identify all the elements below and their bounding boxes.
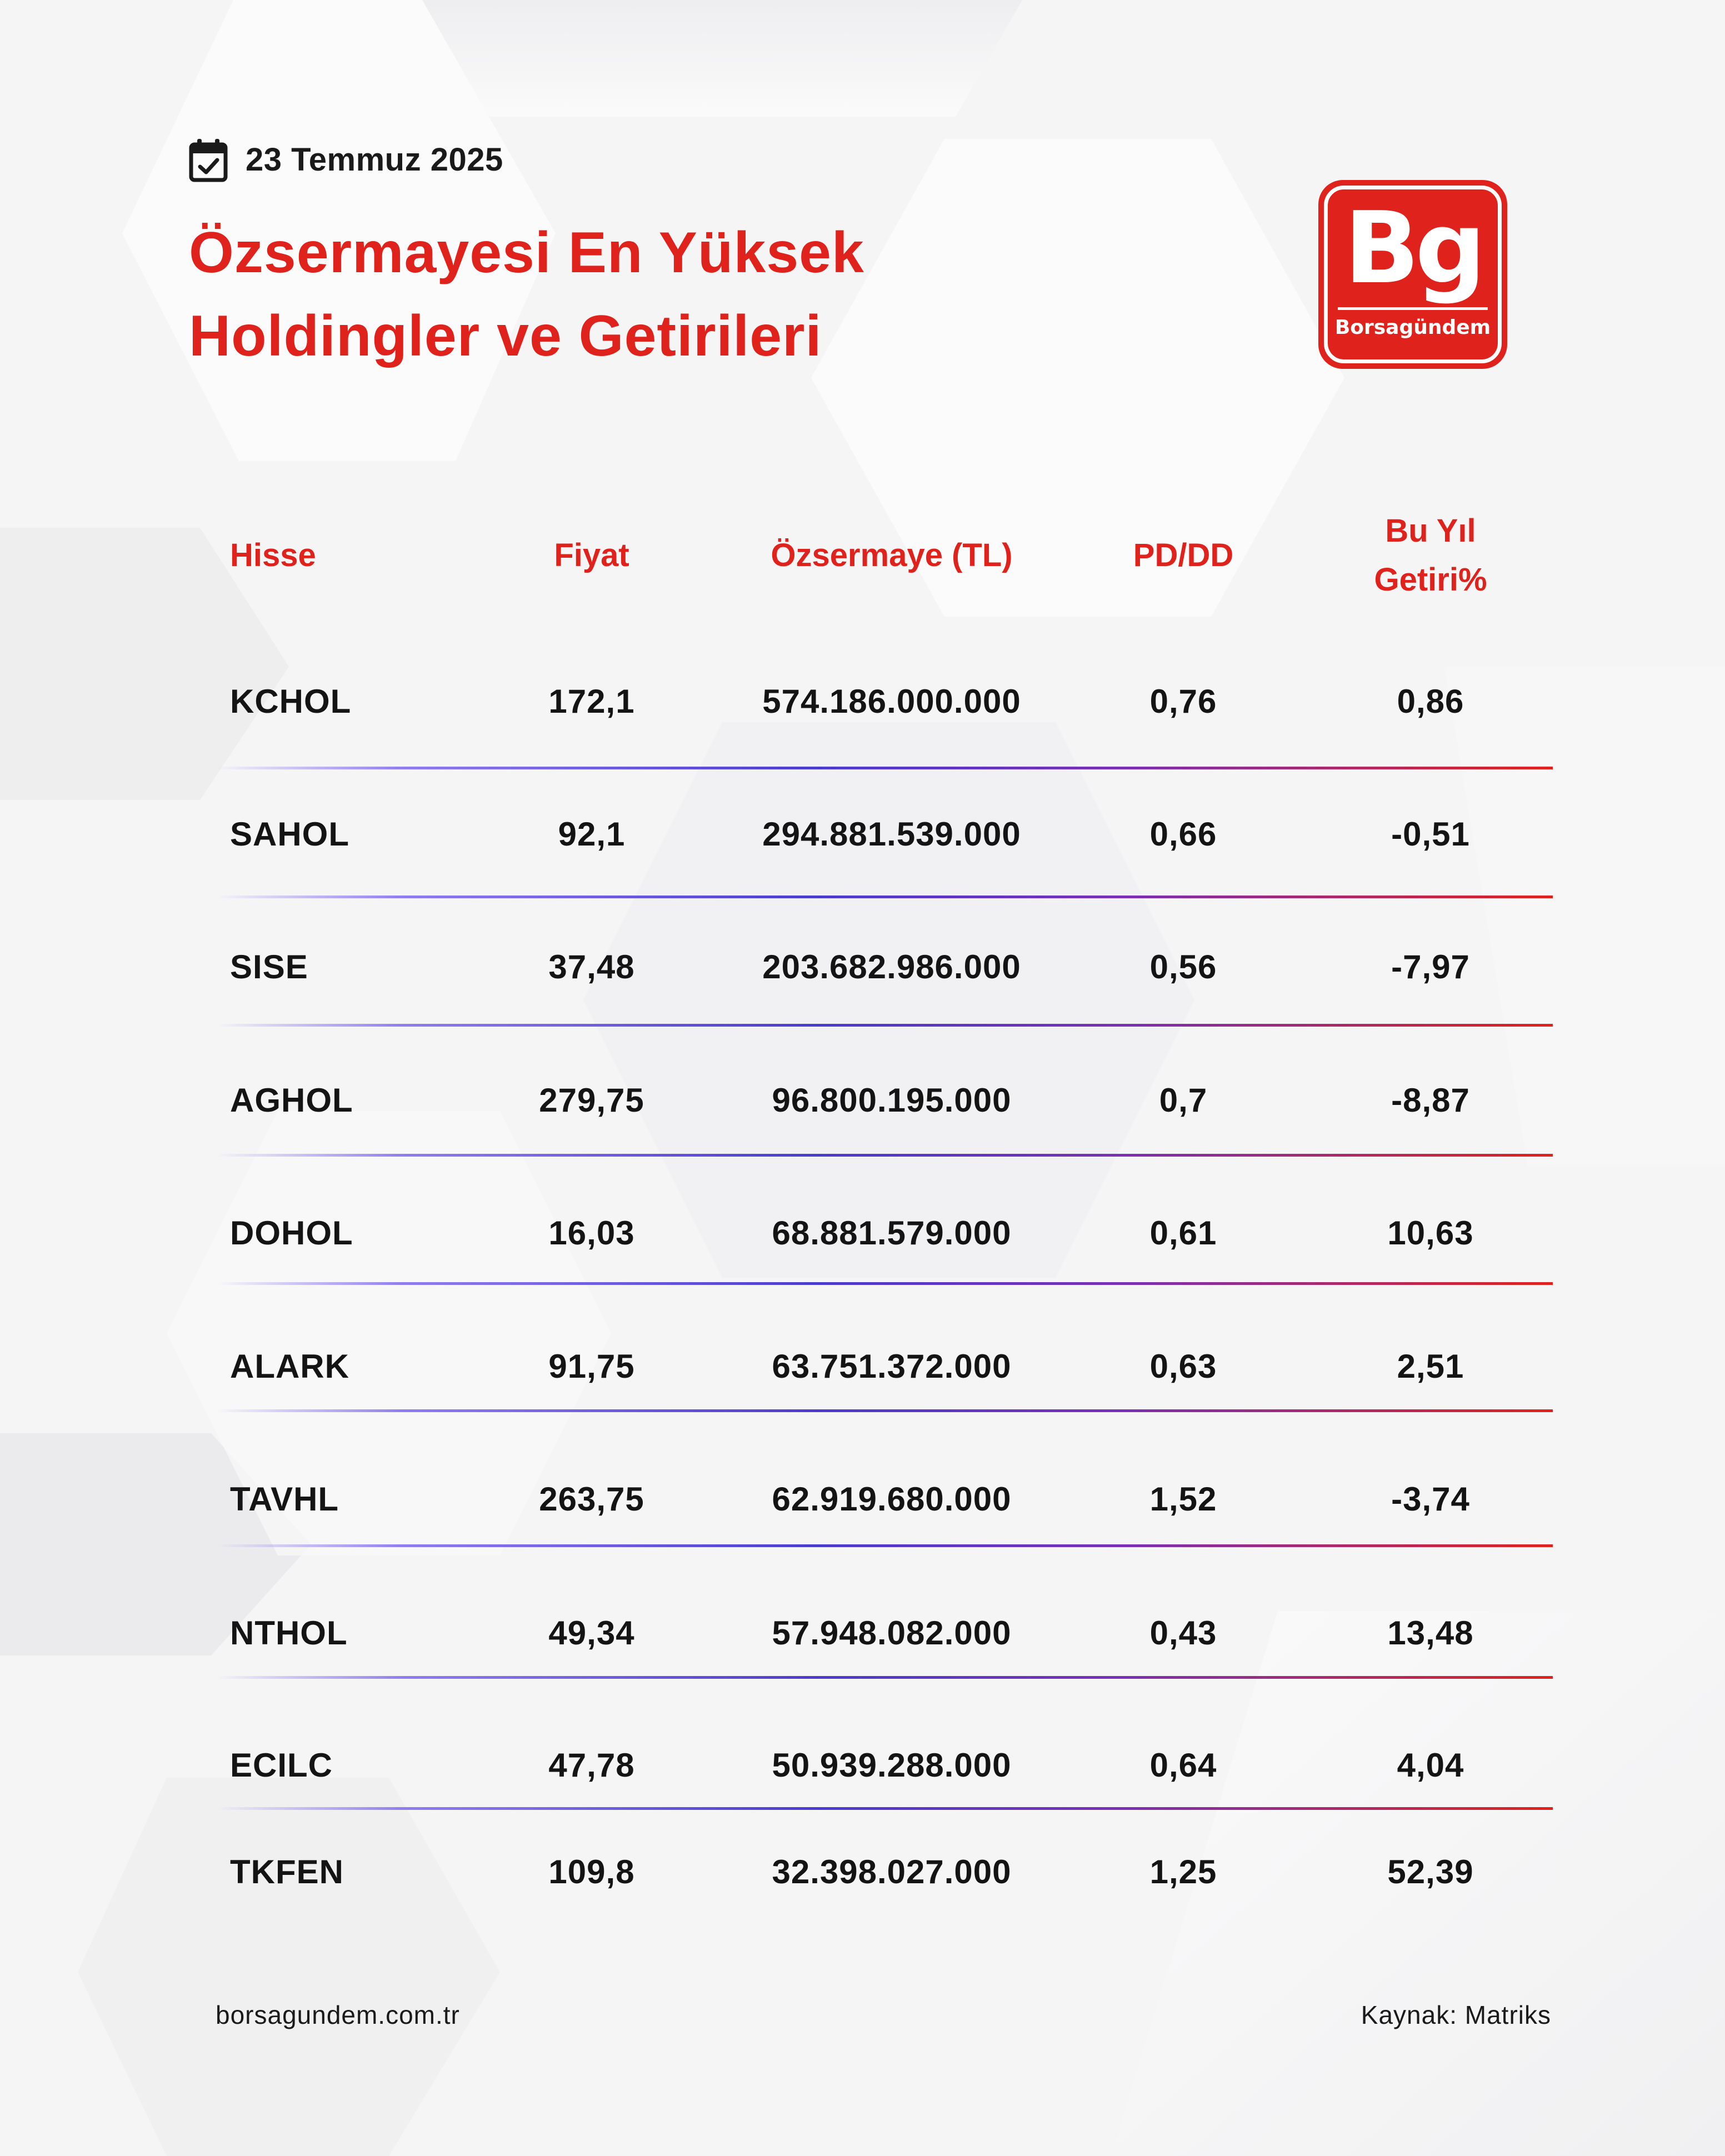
cell-fiyat: 279,75	[539, 1082, 644, 1119]
row-divider	[217, 1676, 1553, 1679]
cell-getiri: 10,63	[1387, 1214, 1474, 1252]
row-divider	[217, 896, 1553, 898]
cell-pddd: 0,63	[1149, 1348, 1217, 1385]
cell-hisse: KCHOL	[230, 683, 352, 720]
cell-fiyat: 16,03	[548, 1214, 635, 1252]
cell-fiyat: 91,75	[548, 1348, 635, 1385]
footer-source: Kaynak: Matriks	[1361, 2000, 1551, 2029]
cell-hisse: AGHOL	[230, 1082, 353, 1119]
cell-pddd: 0,66	[1149, 816, 1217, 853]
cell-fiyat: 37,48	[548, 948, 635, 986]
cell-pddd: 1,25	[1149, 1853, 1217, 1890]
cell-hisse: TAVHL	[230, 1480, 339, 1518]
logo-frame	[1324, 186, 1502, 363]
cell-hisse: NTHOL	[230, 1614, 348, 1652]
cell-ozsermaye: 62.919.680.000	[772, 1480, 1012, 1518]
page-title	[189, 211, 1022, 378]
cell-fiyat: 172,1	[548, 683, 635, 720]
cell-getiri: -3,74	[1391, 1480, 1470, 1518]
cell-pddd: 0,7	[1159, 1082, 1208, 1119]
table-row	[0, 1200, 1725, 1267]
cell-hisse: SAHOL	[230, 816, 349, 853]
cell-pddd: 0,43	[1149, 1614, 1217, 1652]
cell-ozsermaye: 63.751.372.000	[772, 1348, 1012, 1385]
cell-ozsermaye: 294.881.539.000	[762, 816, 1021, 853]
row-divider	[217, 1807, 1553, 1810]
cell-pddd: 0,61	[1149, 1214, 1217, 1252]
table-row	[0, 1466, 1725, 1533]
date-row	[189, 136, 503, 183]
borsagundem-logo	[1318, 180, 1507, 369]
header-getiri-line-1: Bu Yıl	[1385, 513, 1476, 549]
header-hisse: Hisse	[230, 537, 316, 573]
cell-hisse: TKFEN	[230, 1853, 344, 1890]
row-divider	[217, 767, 1553, 769]
table-row	[0, 934, 1725, 1001]
header-getiri-line-2: Getiri%	[1374, 562, 1487, 598]
footer-website[interactable]: borsagundem.com.tr	[216, 2000, 460, 2029]
table-row	[0, 1839, 1725, 1905]
cell-hisse: SISE	[230, 948, 308, 986]
cell-ozsermaye: 96.800.195.000	[772, 1082, 1012, 1119]
cell-hisse: ECILC	[230, 1747, 333, 1784]
cell-fiyat: 263,75	[539, 1480, 644, 1518]
cell-ozsermaye: 574.186.000.000	[762, 683, 1021, 720]
cell-ozsermaye: 203.682.986.000	[762, 948, 1021, 986]
cell-pddd: 0,56	[1149, 948, 1217, 986]
row-divider	[217, 1282, 1553, 1285]
row-divider	[217, 1409, 1553, 1412]
header-getiri	[1333, 507, 1528, 604]
logo-name: Borsagündem	[1334, 316, 1491, 339]
cell-pddd: 0,64	[1149, 1747, 1217, 1784]
cell-getiri: -0,51	[1391, 816, 1470, 853]
cell-getiri: 2,51	[1397, 1348, 1464, 1385]
row-divider	[217, 1024, 1553, 1027]
calendar-check-icon	[189, 138, 228, 182]
cell-hisse: DOHOL	[230, 1214, 353, 1252]
table-row	[0, 1333, 1725, 1400]
table-row	[0, 1067, 1725, 1134]
header-ozsermaye: Özsermaye (TL)	[771, 537, 1013, 573]
cell-getiri: 0,86	[1397, 683, 1464, 720]
cell-getiri: 4,04	[1397, 1747, 1464, 1784]
cell-fiyat: 47,78	[548, 1747, 635, 1784]
cell-pddd: 0,76	[1149, 683, 1217, 720]
table-row	[0, 668, 1725, 735]
cell-fiyat: 109,8	[548, 1853, 635, 1890]
cell-getiri: 52,39	[1387, 1853, 1474, 1890]
table-row	[0, 801, 1725, 868]
cell-getiri: 13,48	[1387, 1614, 1474, 1652]
table-row	[0, 1732, 1725, 1799]
cell-ozsermaye: 68.881.579.000	[772, 1214, 1012, 1252]
header-pddd: PD/DD	[1133, 537, 1234, 573]
row-divider	[217, 1544, 1553, 1547]
cell-pddd: 1,52	[1149, 1480, 1217, 1518]
logo-mark: Bg	[1344, 191, 1482, 306]
cell-getiri: -7,97	[1391, 948, 1470, 986]
logo-divider	[1338, 307, 1488, 310]
row-divider	[217, 1154, 1553, 1157]
date-text: 23 Temmuz 2025	[246, 142, 503, 178]
title-line-2: Holdingler ve Getirileri	[189, 304, 822, 368]
cell-ozsermaye: 57.948.082.000	[772, 1614, 1012, 1652]
cell-fiyat: 92,1	[558, 816, 626, 853]
cell-hisse: ALARK	[230, 1348, 349, 1385]
table-row	[0, 1600, 1725, 1667]
cell-fiyat: 49,34	[548, 1614, 635, 1652]
cell-getiri: -8,87	[1391, 1082, 1470, 1119]
title-line-1: Özsermayesi En Yüksek	[189, 221, 864, 285]
cell-ozsermaye: 50.939.288.000	[772, 1747, 1012, 1784]
header-fiyat: Fiyat	[554, 537, 629, 573]
cell-ozsermaye: 32.398.027.000	[772, 1853, 1012, 1890]
